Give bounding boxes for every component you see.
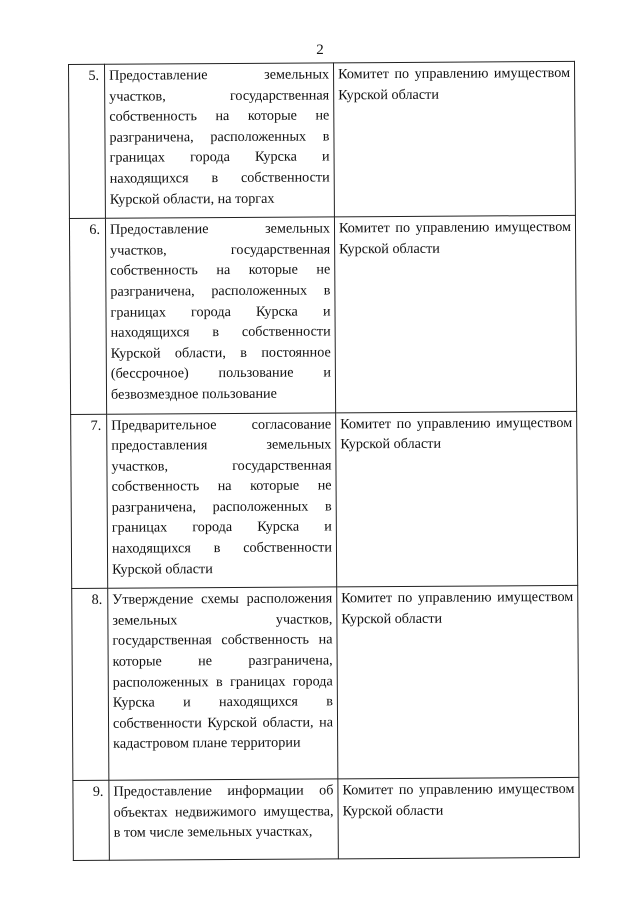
responsible-authority: Комитет по управлению имуществом Курской области bbox=[337, 586, 579, 779]
table-row bbox=[71, 411, 578, 589]
table-row bbox=[73, 778, 579, 861]
row-number: 5. bbox=[69, 64, 106, 218]
service-name: Утверждение схемы расположения земельных участков, государственная собственность на которые не разграничена, расположенных в границах города Курска и находящихся в собственности Курской области, на кадастровом плане территории bbox=[108, 587, 338, 780]
table-row bbox=[69, 216, 576, 414]
row-number: 6. bbox=[69, 218, 106, 414]
service-name: Предоставление земельных участков, государственная собственность на которые не разграничена, расположенных в границах города Курска и находящихся в собственности Курской области, на торгах bbox=[105, 63, 335, 219]
row-number: 9. bbox=[73, 781, 109, 861]
service-name: Предоставление земельных участков, государственная собственность на которые не разграничена, расположенных в границах города Курска и находящихся в собственности Курской области, в постоянное (бессрочное) пользование и безвозмездное пользование bbox=[105, 217, 335, 414]
service-name: Предоставление информации об объектах недвижимого имущества, в том числе земельных участках, bbox=[109, 779, 338, 860]
responsible-authority: Комитет по управлению имуществом Курской области bbox=[336, 411, 578, 587]
table-row bbox=[69, 61, 576, 218]
table-row bbox=[72, 586, 579, 781]
responsible-authority: Комитет по управлению имуществом Курской области bbox=[333, 61, 575, 217]
page-number: 2 bbox=[316, 42, 324, 58]
row-number: 7. bbox=[71, 414, 108, 589]
services-table bbox=[68, 61, 580, 861]
responsible-authority: Комитет по управлению имуществом Курской области bbox=[338, 778, 579, 859]
service-name: Предварительное согласование предоставления земельных участков, государственная собственность на которые не разграничена, расположенных в границах города Курска и находящихся в собственности Курской области bbox=[107, 412, 337, 588]
row-number: 8. bbox=[72, 589, 109, 781]
responsible-authority: Комитет по управлению имуществом Курской области bbox=[334, 216, 576, 413]
